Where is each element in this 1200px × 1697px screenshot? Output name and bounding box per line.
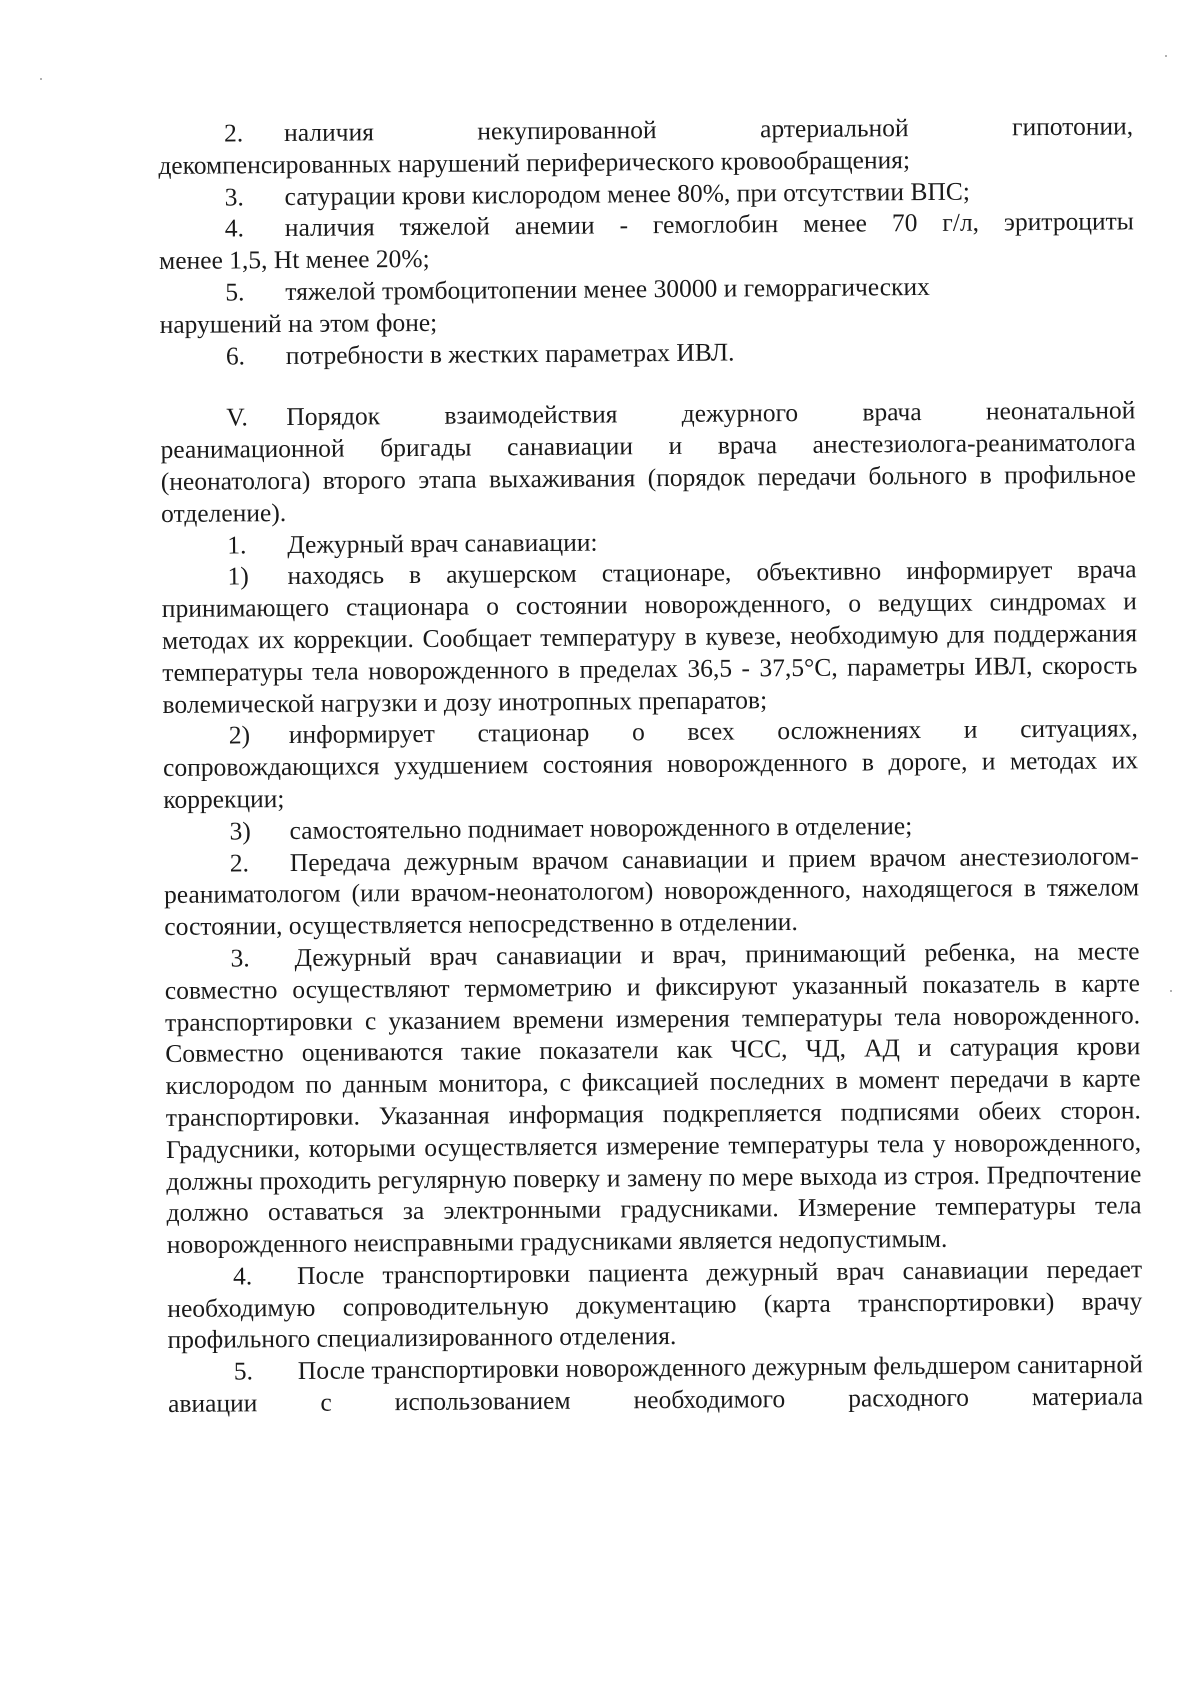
list-item: 2. наличия некупированной артериальной гипотонии, xyxy=(224,111,1134,148)
list-item-text: тяжелой тромбоцитопении менее 30000 и геморрагических xyxy=(285,271,930,306)
list-item-continuation: менее 1,5, Ht менее 20%; xyxy=(159,244,430,276)
document-body xyxy=(158,110,1143,1419)
item-4: 4. После транспортировки пациента дежурный врач санавиации передает необходимую сопроводительную документацию (карта транспортировки) врачу профильного специализированного отделения. xyxy=(167,1254,1143,1355)
item-1: 1. Дежурный врач санавиации: xyxy=(227,527,598,560)
scan-speck xyxy=(40,78,42,80)
list-item-text: потребности в жестких параметрах ИВЛ. xyxy=(285,337,735,370)
list-item: 6. потребности в жестких параметрах ИВЛ. xyxy=(225,337,735,371)
list-item-continuation: нарушений на этом фоне; xyxy=(159,307,438,339)
list-item-text: наличия тяжелой анемии - гемоглобин менее 70 г/л, эритроциты xyxy=(284,206,1134,243)
item-1-3: 3) самостоятельно поднимает новорожденного в отделение; xyxy=(229,810,913,846)
list-item: 4. наличия тяжелой анемии - гемоглобин менее 70 г/л, эритроциты xyxy=(224,206,1134,243)
item-5: 5. После транспортировки новорожденного дежурным фельдшером санитарной авиации с использованием необходимого расходного материала xyxy=(167,1349,1144,1419)
item-1-2: 2) информирует стационар о всех осложнениях и ситуациях, сопровождающихся ухудшением состояния новорожденного в дороге, и методах их коррекции; xyxy=(162,713,1139,814)
list-item: 5. тяжелой тромбоцитопении менее 30000 и геморрагических xyxy=(225,271,930,307)
list-item-text: сатурации крови кислородом менее 80%, при отсутствии ВПС; xyxy=(284,176,971,211)
section-heading-rest: реанимационной бригады санавиации и врача анестезиолога-реаниматолога (неонатолога) второго этапа выхаживания (порядок передачи больного в профильное отделение). xyxy=(160,427,1136,528)
item-3: 3. Дежурный врач санавиации и врач, принимающий ребенка, на месте совместно осуществляют термометрию и фиксируют указанный показатель в карте транспортировки с указанием времени измерения температуры тела новорожденного. Совместно оцениваются такие показатели как ЧСС, ЧД, АД и сатурация крови кислородом по данным монитора, с фиксацией последних в момент передачи в карте транспортировки. Указанная информация подкрепляется подписями обеих сторон. Градусники, которыми осуществляется измерение температуры тела у новорожденного, должны проходить регулярную поверку и замену по мере выхода из строя. Предпочтение должно оставаться за электронными градусниками. Измерение температуры тела новорожденного неисправными градусниками является недопустимым. xyxy=(164,936,1142,1260)
section-heading: V. Порядок взаимодействия дежурного врача неонатальной xyxy=(226,395,1136,432)
scan-speck xyxy=(1165,55,1167,57)
scan-speck xyxy=(1170,990,1172,992)
item-2: 2. Передача дежурным врачом санавиации и прием врачом анестезиологом-реаниматологом (или врачом-неонатологом) новорожденного, находящегося в тяжелом состоянии, осуществляется непосредственно в отделении. xyxy=(163,840,1140,942)
list-item-continuation: декомпенсированных нарушений периферического кровообращения; xyxy=(158,144,911,180)
section-heading-line1: Порядок взаимодействия дежурного врача неонатальной xyxy=(286,395,1136,432)
list-item: 3. сатурации крови кислородом менее 80%, при отсутствии ВПС; xyxy=(224,176,971,212)
list-item-text: наличия некупированной артериальной гипотонии, xyxy=(284,111,1134,148)
item-1-1: 1) находясь в акушерском стационаре, объективно информирует врача принимающего стационара о состоянии новорожденного, о ведущих синдромах и методах их коррекции. Сообщает температуру в кувезе, необходимую для поддержания температуры тела новорожденного в пределах 36,5 - 37,5°С, параметры ИВЛ, скорость волемической нагрузки и дозу инотропных препаратов; xyxy=(161,554,1138,719)
